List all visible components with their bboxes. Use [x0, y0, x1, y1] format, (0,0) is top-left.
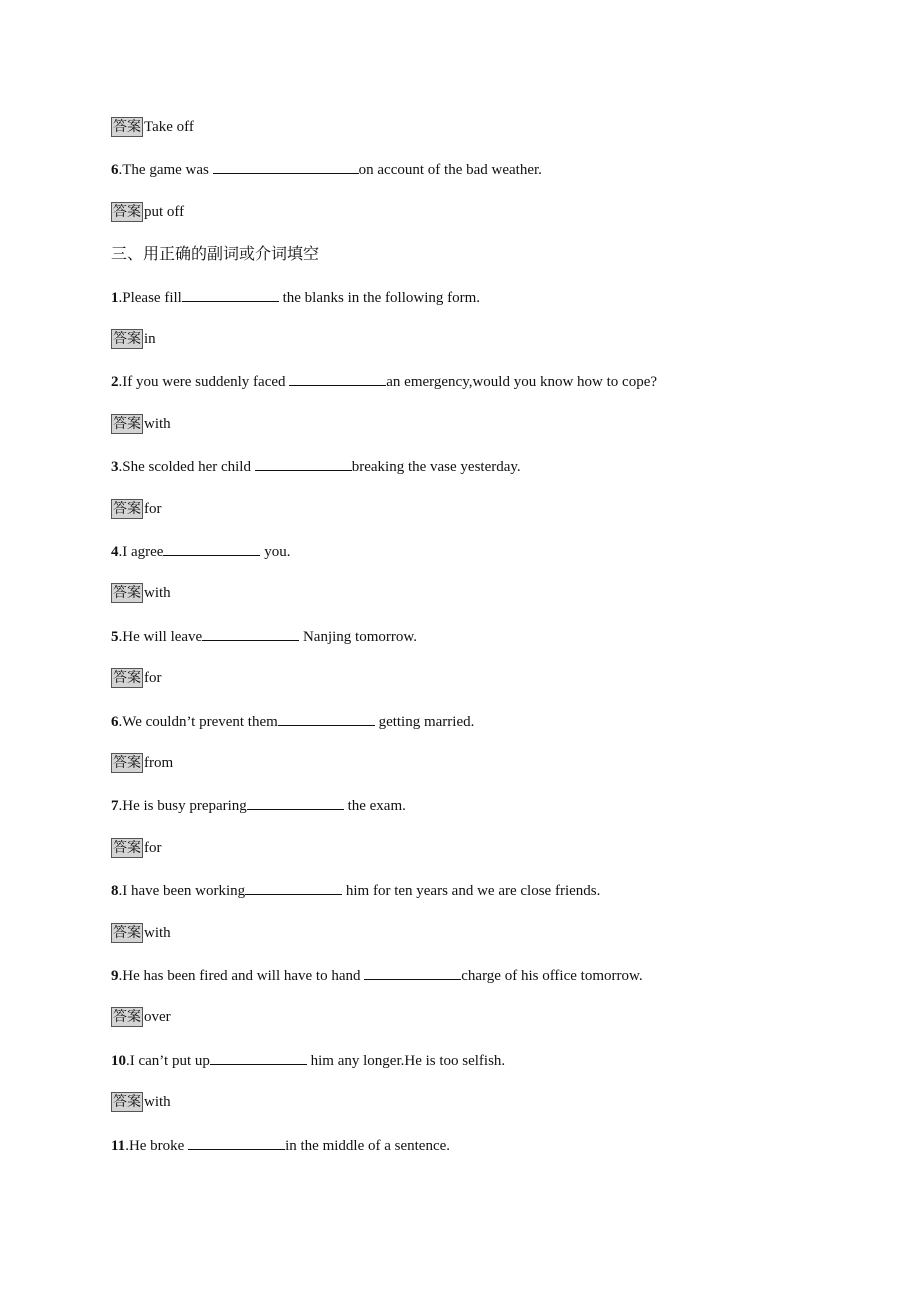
- question-text-before: .If you were suddenly faced: [118, 374, 290, 391]
- answer-line: [111, 923, 171, 943]
- answer-line: [111, 117, 194, 137]
- answer-text: in: [144, 331, 156, 347]
- answer-blank[interactable]: [188, 1135, 285, 1150]
- question-line: [111, 965, 643, 986]
- answer-line: [111, 838, 162, 858]
- section-heading-line: [111, 244, 319, 265]
- question-number: 9: [111, 968, 119, 984]
- answer-text: with: [144, 415, 171, 432]
- question-line: [111, 1050, 505, 1071]
- question-text-after: the exam.: [343, 798, 406, 815]
- answer-blank[interactable]: [210, 1050, 307, 1065]
- question-text-after: charge of his office tomorrow.: [461, 968, 643, 984]
- question-text-before: .I agree: [118, 544, 164, 560]
- question-number: 7: [111, 798, 119, 815]
- question-text-before: .I can’t put up: [126, 1052, 210, 1069]
- answer-line: [111, 1092, 171, 1112]
- question-line: [111, 880, 600, 901]
- answer-tag: 答案: [113, 331, 141, 347]
- answer-line: [111, 499, 162, 519]
- question-text-before: .He is busy preparing: [118, 798, 247, 815]
- answer-blank[interactable]: [289, 371, 386, 386]
- answer-text: over: [144, 1009, 171, 1026]
- answer-text: for: [144, 670, 162, 687]
- question-text-after: him for ten years and we are close friends.: [342, 883, 601, 900]
- question-line: [111, 795, 406, 816]
- answer-blank[interactable]: [255, 456, 352, 471]
- question-text-before: .She scolded her child: [118, 459, 255, 476]
- answer-text: from: [144, 755, 174, 771]
- answer-blank[interactable]: [278, 711, 375, 726]
- question-line: [111, 626, 417, 647]
- answer-text: Take off: [144, 119, 194, 135]
- question-number: 4: [111, 544, 119, 560]
- answer-line: [111, 1007, 171, 1027]
- answer-text: for: [144, 839, 162, 856]
- question-line: [111, 541, 290, 562]
- answer-blank[interactable]: [247, 795, 344, 810]
- question-number: 8: [111, 883, 119, 900]
- question-text-before: .We couldn’t prevent them: [118, 713, 278, 730]
- answer-line: [111, 414, 171, 434]
- question-text-after: Nanjing tomorrow.: [299, 628, 417, 645]
- answer-tag: 答案: [113, 839, 141, 856]
- answer-tag: 答案: [113, 670, 141, 687]
- answer-blank[interactable]: [213, 159, 359, 174]
- question-text-after: on account of the bad weather.: [358, 162, 542, 179]
- question-line: [111, 159, 542, 180]
- question-text-after: getting married.: [374, 713, 475, 730]
- question-text-after: breaking the vase yesterday.: [351, 459, 521, 476]
- question-number: 6: [111, 162, 119, 179]
- question-text-after: you.: [260, 544, 291, 560]
- answer-line: [111, 583, 171, 603]
- answer-text: put off: [144, 203, 185, 220]
- answer-tag: 答案: [113, 755, 141, 771]
- answer-text: with: [144, 1094, 171, 1111]
- question-text-after: him any longer.He is too selfish.: [306, 1052, 506, 1069]
- answer-blank[interactable]: [364, 965, 461, 980]
- answer-blank[interactable]: [202, 626, 299, 641]
- question-line: [111, 711, 474, 732]
- answer-blank[interactable]: [163, 541, 260, 556]
- question-number: 5: [111, 628, 119, 645]
- question-number: 11: [111, 1137, 126, 1154]
- answer-tag: 答案: [113, 585, 141, 602]
- answer-tag: 答案: [113, 119, 141, 135]
- answer-line: [111, 668, 162, 688]
- question-text-before: .Please fill: [118, 289, 182, 306]
- answer-tag: 答案: [113, 203, 141, 220]
- answer-line: [111, 753, 173, 773]
- answer-text: with: [144, 585, 171, 602]
- question-number: 1: [111, 289, 119, 306]
- question-line: [111, 456, 521, 477]
- question-number: 6: [111, 713, 119, 730]
- question-text-before: .He will leave: [118, 628, 203, 645]
- question-line: [111, 1135, 450, 1156]
- answer-tag: 答案: [113, 415, 141, 432]
- answer-tag: 答案: [113, 1009, 141, 1026]
- question-number: 3: [111, 459, 119, 476]
- answer-text: with: [144, 924, 171, 941]
- question-number: 2: [111, 374, 119, 391]
- question-line: [111, 371, 657, 392]
- question-text-before: .The game was: [118, 162, 213, 179]
- answer-tag: 答案: [113, 1094, 141, 1111]
- answer-blank[interactable]: [245, 880, 342, 895]
- answer-line: [111, 202, 184, 222]
- question-text-before: .He broke: [125, 1137, 189, 1154]
- answer-tag: 答案: [113, 924, 141, 941]
- answer-text: for: [144, 500, 162, 517]
- answer-blank[interactable]: [182, 287, 279, 302]
- question-line: [111, 287, 480, 308]
- question-text-before: .I have been working: [118, 883, 246, 900]
- question-text-before: .He has been fired and will have to hand: [118, 968, 365, 984]
- answer-line: [111, 329, 156, 349]
- answer-tag: 答案: [113, 500, 141, 517]
- question-text-after: in the middle of a sentence.: [285, 1137, 451, 1154]
- question-text-after: an emergency,would you know how to cope?: [386, 374, 658, 391]
- question-text-after: the blanks in the following form.: [278, 289, 481, 306]
- question-number: 10: [111, 1052, 126, 1069]
- section-heading: 三、用正确的副词或介词填空: [111, 244, 320, 264]
